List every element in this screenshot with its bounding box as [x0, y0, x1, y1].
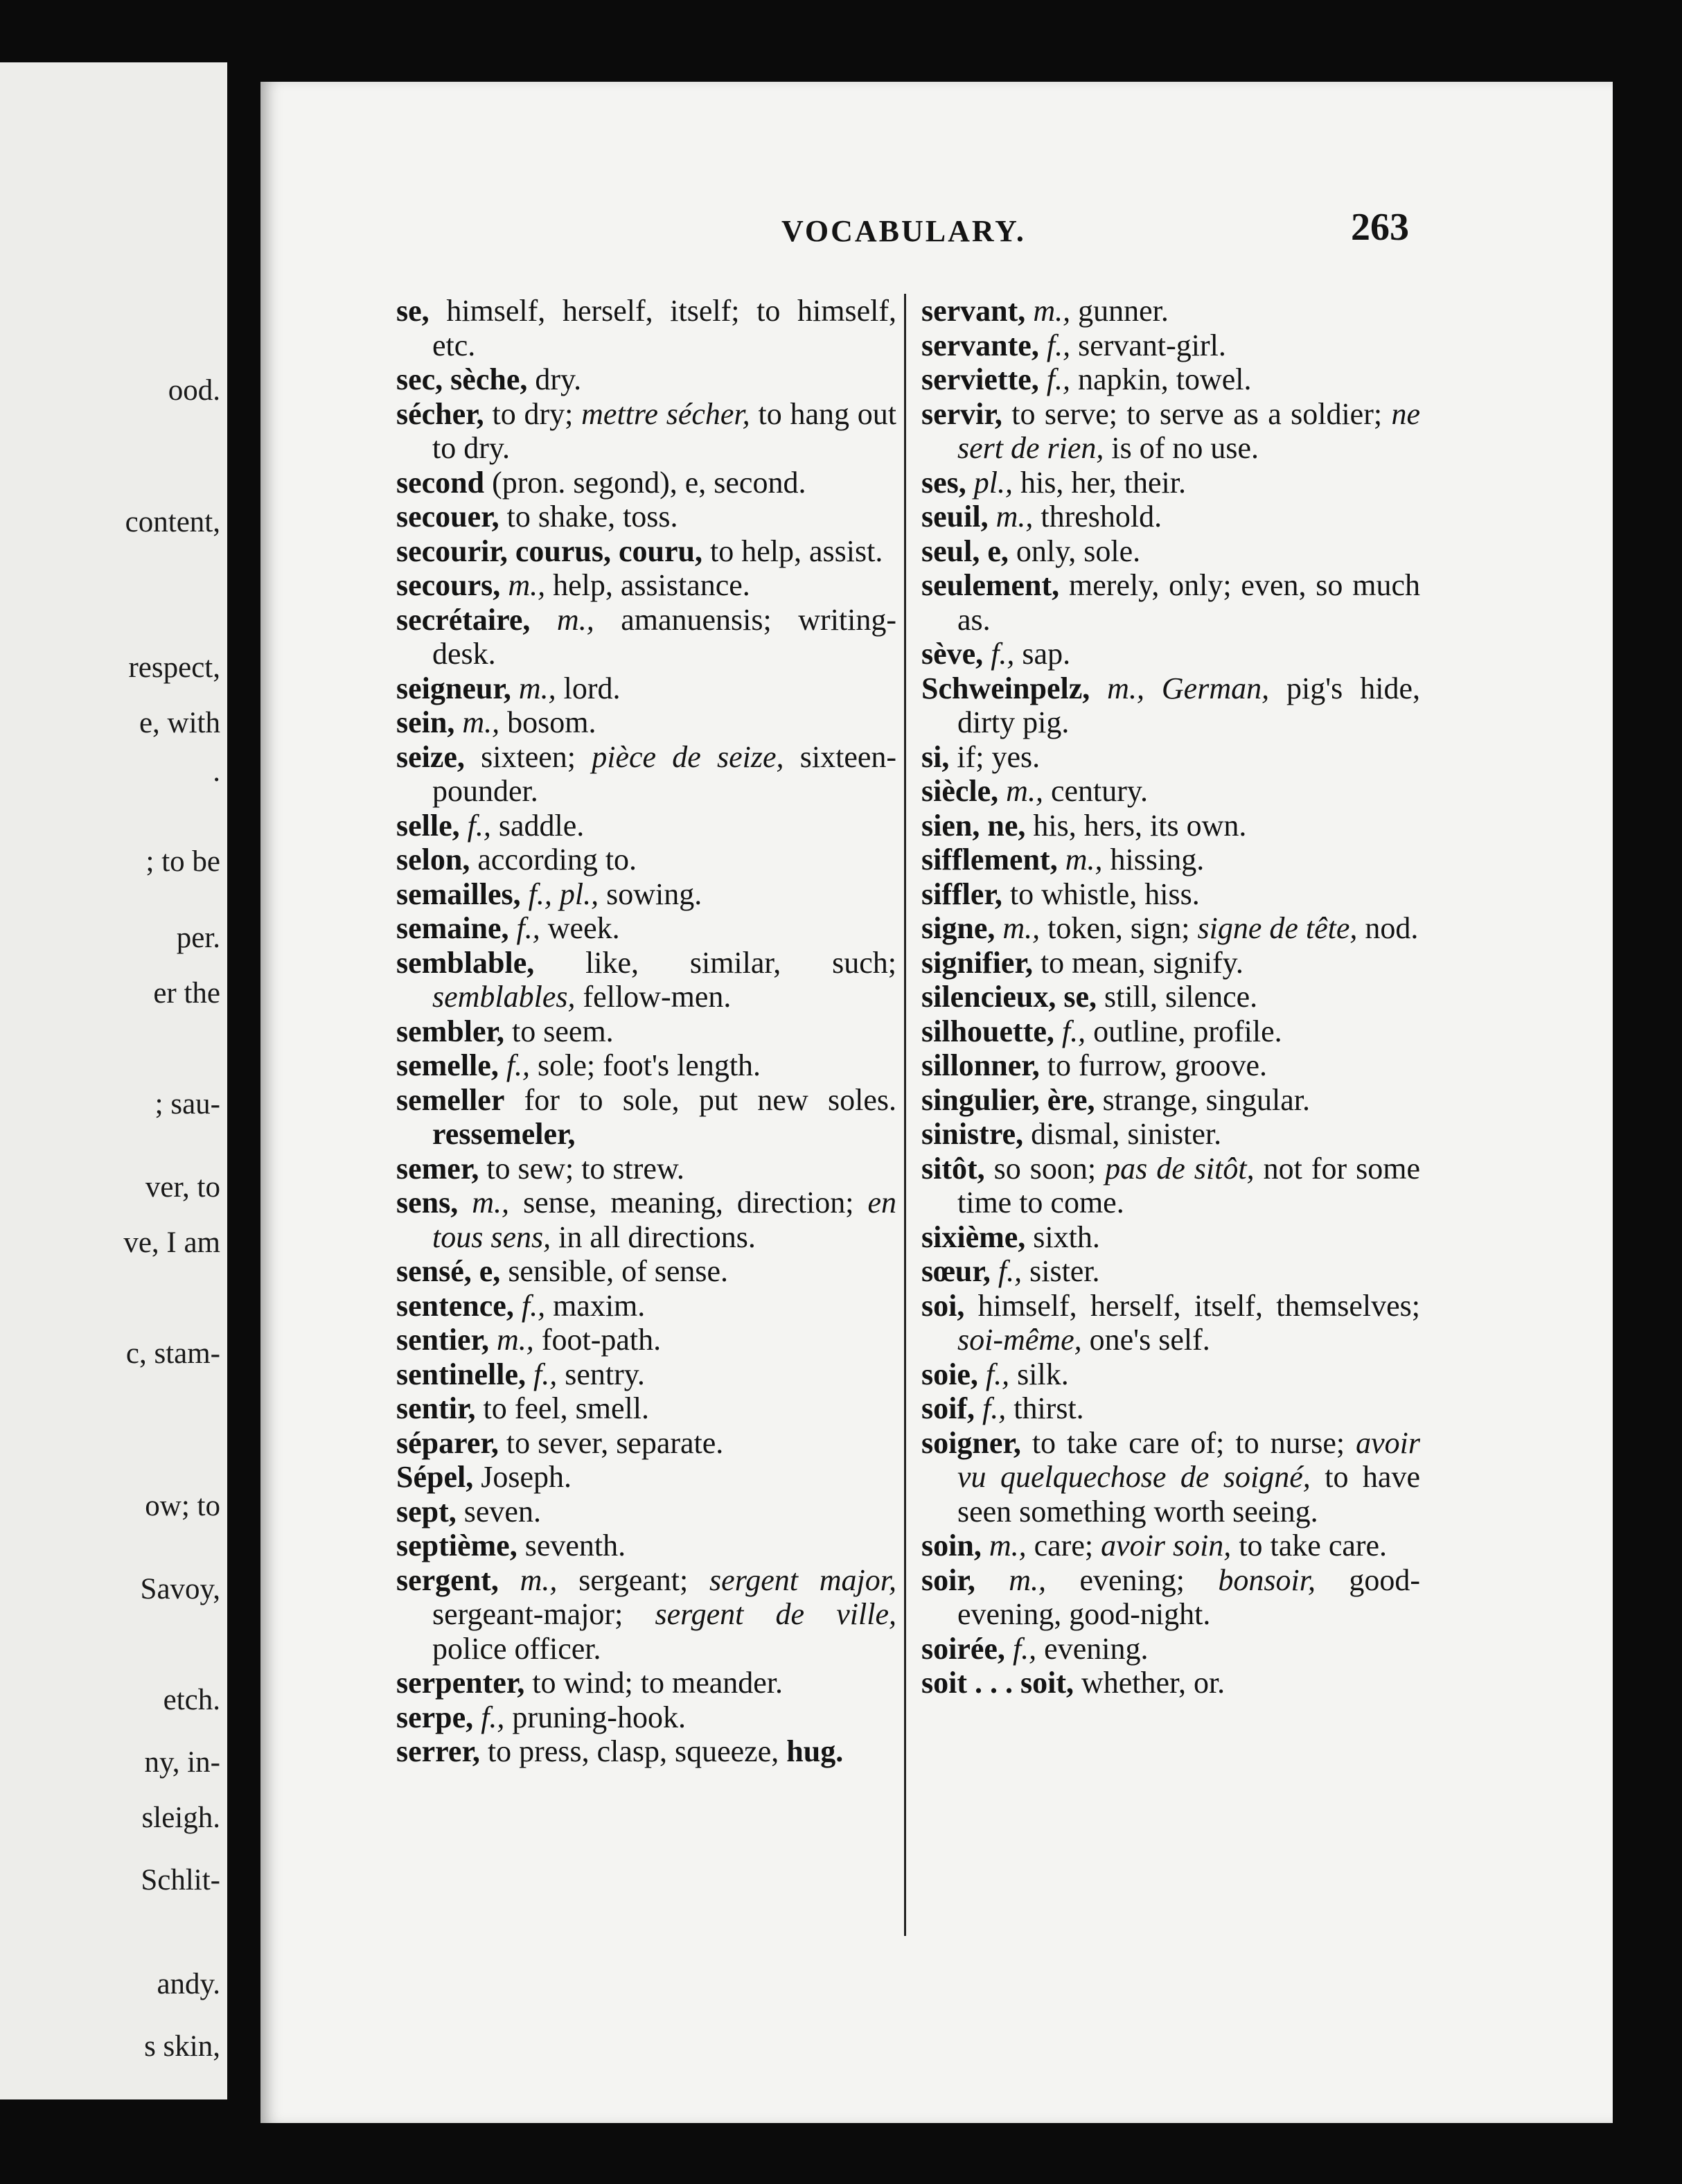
- entry-example-phrase: signe de tête,: [1197, 911, 1358, 945]
- entry-headword: seuil,: [921, 500, 989, 534]
- dictionary-entry: [396, 1152, 896, 1186]
- dictionary-entry: [921, 740, 1420, 775]
- left-page-text-fragment: ow; to: [145, 1490, 220, 1522]
- entry-grammar-label: f.,: [985, 1357, 1010, 1391]
- entry-definition: so soon;: [993, 1151, 1097, 1186]
- entry-headword: soir,: [921, 1562, 975, 1597]
- entry-definition: strange, singular.: [1102, 1082, 1310, 1117]
- entry-headword: second: [396, 465, 485, 500]
- left-column: [396, 294, 896, 1769]
- dictionary-entry: [396, 500, 896, 534]
- entry-definition: silk.: [1017, 1357, 1069, 1391]
- entry-definition: fellow-men.: [583, 980, 732, 1014]
- entry-grammar-label: m.,: [520, 1562, 558, 1597]
- dictionary-entry: [396, 809, 896, 843]
- entry-headword: hug.: [786, 1734, 844, 1768]
- entry-definition: sixth.: [1033, 1219, 1100, 1254]
- dictionary-page: [260, 82, 1613, 2123]
- dictionary-entry: [396, 843, 896, 877]
- entry-headword: semelle,: [396, 1048, 499, 1082]
- entry-headword: soin,: [921, 1529, 982, 1562]
- entry-definition: amanuensis; writing-desk.: [432, 602, 897, 671]
- entry-headword: sentir,: [396, 1391, 476, 1425]
- left-page-text-fragment: ; sau-: [154, 1088, 220, 1120]
- left-page-fragment: [0, 62, 227, 2099]
- entry-headword: silencieux, se,: [921, 980, 1097, 1014]
- left-page-text-fragment: ood.: [168, 374, 220, 407]
- entry-headword: ses,: [921, 465, 966, 500]
- entry-grammar-label: m.,: [556, 602, 594, 637]
- entry-definition: Joseph.: [481, 1460, 572, 1494]
- dictionary-entry: [921, 397, 1420, 466]
- dictionary-entry: [921, 1666, 1420, 1700]
- entry-headword: selon,: [396, 843, 470, 877]
- entry-headword: sec, sèche,: [396, 362, 528, 396]
- entry-headword: siffler,: [921, 877, 1002, 911]
- entry-grammar-label: m.,: [1002, 911, 1041, 945]
- dictionary-entry: [396, 534, 896, 569]
- entry-definition: in all directions.: [558, 1219, 756, 1254]
- entry-example-phrase: pièce de seize,: [592, 739, 784, 774]
- dictionary-entry: [396, 671, 896, 706]
- entry-definition: maxim.: [553, 1288, 646, 1323]
- dictionary-entry: [396, 568, 896, 603]
- left-page-text-fragment: ; to be: [145, 845, 220, 878]
- left-page-text-fragment: Savoy,: [140, 1573, 220, 1605]
- dictionary-entry: [921, 774, 1420, 809]
- entry-grammar-label: pl.,: [973, 465, 1013, 500]
- entry-headword: séparer,: [396, 1425, 499, 1460]
- left-page-text-fragment: .: [213, 755, 220, 788]
- entry-grammar-label: f.,: [1061, 1014, 1086, 1048]
- dictionary-entry: [396, 740, 896, 809]
- entry-definition: sense, meaning, direction;: [523, 1186, 854, 1219]
- entry-headword: sergent,: [396, 1562, 499, 1597]
- entry-definition: merely, only; even, so much as.: [957, 568, 1421, 637]
- left-page-text-fragment: er the: [153, 977, 220, 1010]
- entry-headword: sinistre,: [921, 1117, 1024, 1151]
- entry-definition: to serve; to serve as a soldier;: [1011, 396, 1383, 431]
- running-head: VOCABULARY.: [781, 214, 1026, 248]
- entry-headword: septième,: [396, 1529, 517, 1562]
- entry-example-phrase: German,: [1161, 671, 1270, 705]
- entry-headword: servante,: [921, 328, 1039, 362]
- dictionary-entry: [921, 1289, 1420, 1357]
- entry-definition: outline, profile.: [1093, 1014, 1282, 1048]
- entry-grammar-label: f., pl.,: [528, 877, 599, 911]
- entry-headword: secouer,: [396, 500, 499, 534]
- entry-grammar-label: f.,: [516, 911, 540, 945]
- left-page-text-fragment: per.: [176, 922, 220, 954]
- entry-headword: sentinelle,: [396, 1357, 526, 1391]
- entry-grammar-label: f.,: [521, 1288, 546, 1323]
- entry-headword: sécher,: [396, 396, 484, 431]
- entry-definition: thirst.: [1013, 1391, 1084, 1425]
- dictionary-entry: [921, 1117, 1420, 1152]
- left-page-text-fragment: respect,: [128, 651, 220, 684]
- dictionary-entry: [921, 328, 1420, 363]
- dictionary-entry: [396, 1426, 896, 1461]
- entry-definition: to mean, signify.: [1040, 945, 1243, 980]
- entry-definition: sixteen-pounder.: [432, 739, 897, 808]
- entry-example-phrase: ne sert de rien,: [957, 396, 1421, 465]
- dictionary-entry: [921, 568, 1420, 637]
- entry-headword: servant,: [921, 294, 1026, 328]
- entry-headword: sève,: [921, 637, 984, 671]
- entry-headword: selle,: [396, 808, 460, 843]
- entry-definition: sergeant;: [578, 1562, 689, 1597]
- entry-definition: care;: [1034, 1529, 1094, 1562]
- entry-definition: lord.: [563, 671, 621, 705]
- entry-headword: soif,: [921, 1391, 975, 1425]
- entry-definition: to shake, toss.: [506, 500, 678, 534]
- entry-definition: saddle.: [498, 808, 585, 843]
- entry-example-phrase: semblables,: [432, 980, 576, 1014]
- entry-headword: soie,: [921, 1357, 978, 1391]
- dictionary-entry: [396, 877, 896, 912]
- dictionary-entry: [396, 911, 896, 946]
- entry-headword: soi,: [921, 1288, 965, 1323]
- entry-grammar-label: f.,: [998, 1254, 1023, 1288]
- page-number: 263: [1351, 206, 1409, 249]
- dictionary-entry: [921, 362, 1420, 397]
- entry-definition: good-evening, good-night.: [957, 1562, 1421, 1631]
- entry-definition: sole; foot's length.: [538, 1048, 761, 1082]
- left-page-text-fragment: sleigh.: [141, 1802, 220, 1834]
- entry-definition: evening;: [1079, 1562, 1185, 1597]
- entry-definition: dismal, sinister.: [1031, 1117, 1222, 1151]
- left-page-text-fragment: Schlit-: [141, 1864, 220, 1896]
- entry-definition: evening.: [1044, 1631, 1149, 1666]
- dictionary-entry: [396, 1357, 896, 1392]
- dictionary-entry: [921, 671, 1420, 740]
- entry-definition: to sole, put new soles.: [579, 1082, 897, 1117]
- entry-example-phrase: soi-même,: [957, 1323, 1082, 1357]
- entry-example-phrase: avoir vu quelquechose de soigné,: [957, 1425, 1420, 1494]
- entry-headword: sept,: [396, 1494, 457, 1529]
- entry-headword: sentier,: [396, 1323, 490, 1357]
- dictionary-entry: [921, 1220, 1420, 1255]
- entry-grammar-label: m.,: [989, 1529, 1027, 1562]
- dictionary-entry: [921, 1426, 1420, 1529]
- dictionary-entry: [396, 1186, 896, 1254]
- entry-headword: siècle,: [921, 774, 999, 808]
- left-page-text-fragment: ve, I am: [123, 1226, 220, 1259]
- entry-definition: pig's hide, dirty pig.: [957, 671, 1420, 739]
- entry-headword: se,: [396, 294, 430, 328]
- entry-definition: token, sign;: [1047, 911, 1190, 945]
- entry-example-phrase: avoir soin,: [1101, 1529, 1232, 1562]
- dictionary-entry: [396, 1289, 896, 1323]
- dictionary-entry: [396, 397, 896, 466]
- entry-definition: himself, herself, itself, themselves;: [977, 1288, 1420, 1323]
- entry-definition: to furrow, groove.: [1047, 1048, 1268, 1082]
- entry-headword: ressemeler,: [432, 1117, 576, 1151]
- entry-grammar-label: m.,: [1033, 294, 1071, 328]
- dictionary-entry: [396, 603, 896, 671]
- entry-definition: to wind; to meander.: [532, 1666, 784, 1700]
- dictionary-entry: [396, 1254, 896, 1289]
- entry-definition: is of no use.: [1111, 431, 1259, 465]
- left-page-text-fragment: content,: [125, 506, 220, 538]
- entry-definition: for: [524, 1082, 560, 1117]
- entry-headword: soigner,: [921, 1425, 1021, 1460]
- entry-grammar-label: m.,: [995, 500, 1034, 534]
- entry-grammar-label: m.,: [497, 1323, 534, 1357]
- entry-headword: sembler,: [396, 1014, 505, 1048]
- entry-headword: sixième,: [921, 1219, 1026, 1254]
- entry-example-phrase: sergent major,: [709, 1562, 896, 1597]
- entry-headword: Sépel,: [396, 1460, 474, 1494]
- dictionary-entry: [396, 1048, 896, 1083]
- entry-example-phrase: en tous sens,: [432, 1186, 897, 1254]
- entry-definition: help, assistance.: [553, 568, 750, 602]
- entry-definition: napkin, towel.: [1078, 362, 1252, 396]
- entry-headword: sitôt,: [921, 1151, 985, 1186]
- entry-headword: seulement,: [921, 568, 1060, 602]
- entry-headword: singulier, ère,: [921, 1082, 1095, 1117]
- entry-definition: to have seen something worth seeing.: [957, 1460, 1420, 1529]
- entry-definition: his, hers, its own.: [1033, 808, 1247, 843]
- entry-headword: secours,: [396, 568, 501, 602]
- dictionary-entry: [396, 1014, 896, 1049]
- dictionary-entry: [921, 980, 1420, 1014]
- entry-definition: to take care of; to nurse;: [1032, 1425, 1345, 1460]
- entry-grammar-label: f.,: [991, 637, 1015, 671]
- dictionary-entry: [396, 1700, 896, 1735]
- entry-definition: one's self.: [1089, 1323, 1210, 1357]
- entry-definition: still, silence.: [1104, 980, 1258, 1014]
- right-column: [921, 294, 1420, 1700]
- entry-definition: sergeant-major;: [432, 1597, 623, 1631]
- entry-grammar-label: m.,: [518, 671, 556, 705]
- dictionary-entry: [396, 1460, 896, 1495]
- entry-headword: Schweinpelz,: [921, 671, 1090, 705]
- dictionary-entry: [396, 946, 896, 1014]
- column-divider: [904, 294, 906, 1936]
- entry-definition: sentry.: [565, 1357, 645, 1391]
- entry-definition: foot-path.: [541, 1323, 662, 1357]
- entry-definition: to help, assist.: [710, 534, 883, 568]
- entry-headword: sentence,: [396, 1288, 514, 1323]
- entry-headword: serpe,: [396, 1700, 474, 1734]
- entry-definition: gunner.: [1078, 294, 1169, 328]
- entry-grammar-label: m.,: [1006, 774, 1043, 808]
- entry-definition: nod.: [1365, 911, 1419, 945]
- entry-grammar-label: f.,: [533, 1357, 558, 1391]
- entry-definition: his, her, their.: [1020, 465, 1186, 500]
- entry-headword: serviette,: [921, 362, 1039, 396]
- dictionary-entry: [921, 843, 1420, 877]
- entry-definition: according to.: [477, 843, 637, 877]
- entry-grammar-label: f.,: [1046, 328, 1071, 362]
- entry-definition: to seem.: [512, 1014, 614, 1048]
- entry-headword: serpenter,: [396, 1666, 525, 1700]
- entry-headword: semblable,: [396, 945, 535, 980]
- entry-headword: semer,: [396, 1151, 479, 1186]
- entry-definition: whether, or.: [1081, 1666, 1225, 1700]
- entry-headword: seize,: [396, 739, 465, 774]
- entry-example-phrase: pas de sitôt,: [1105, 1151, 1255, 1186]
- entry-headword: seigneur,: [396, 671, 511, 705]
- left-page-text-fragment: e, with: [139, 707, 220, 739]
- dictionary-entry: [921, 877, 1420, 912]
- entry-definition: sowing.: [606, 877, 702, 911]
- dictionary-entry: [921, 1563, 1420, 1632]
- entry-definition: only, sole.: [1016, 534, 1141, 568]
- entry-definition: to dry;: [492, 396, 574, 431]
- entry-definition: sister.: [1029, 1254, 1100, 1288]
- entry-grammar-label: f.,: [1046, 362, 1071, 396]
- left-page-text-fragment: c, stam-: [125, 1337, 220, 1370]
- dictionary-entry: [921, 1152, 1420, 1220]
- entry-definition: if; yes.: [957, 739, 1041, 774]
- entry-headword: serrer,: [396, 1734, 480, 1768]
- entry-headword: sens,: [396, 1186, 459, 1219]
- entry-definition: (pron. segond), e, second.: [492, 465, 806, 500]
- entry-definition: servant-girl.: [1078, 328, 1226, 362]
- entry-headword: sien, ne,: [921, 808, 1026, 843]
- entry-grammar-label: m.,: [472, 1186, 510, 1219]
- dictionary-entry: [396, 1083, 896, 1152]
- entry-grammar-label: m.,: [508, 568, 546, 602]
- entry-grammar-label: m.,: [1009, 1562, 1047, 1597]
- entry-definition: like, similar, such;: [585, 945, 897, 980]
- entry-definition: threshold.: [1041, 500, 1162, 534]
- left-page-text-fragment: s skin,: [144, 2030, 220, 2063]
- entry-definition: to take care.: [1239, 1529, 1388, 1562]
- entry-example-phrase: sergent de ville,: [655, 1597, 896, 1631]
- dictionary-entry: [396, 705, 896, 740]
- entry-headword: soirée,: [921, 1631, 1005, 1666]
- entry-definition: seventh.: [524, 1529, 626, 1562]
- entry-definition: sixteen;: [481, 739, 576, 774]
- left-page-text-fragment: ver, to: [145, 1171, 220, 1204]
- entry-headword: secrétaire,: [396, 602, 531, 637]
- entry-headword: semeller: [396, 1082, 505, 1117]
- entry-headword: seul, e,: [921, 534, 1009, 568]
- entry-definition: to hang out to dry.: [432, 396, 897, 465]
- dictionary-entry: [921, 809, 1420, 843]
- entry-headword: semailles,: [396, 877, 521, 911]
- entry-definition: hissing.: [1110, 843, 1205, 877]
- dictionary-entry: [396, 1563, 896, 1666]
- dictionary-entry: [921, 534, 1420, 569]
- entry-example-phrase: mettre sécher,: [581, 396, 750, 431]
- entry-headword: servir,: [921, 396, 1002, 431]
- dictionary-entry: [921, 1083, 1420, 1118]
- dictionary-entry: [921, 1048, 1420, 1083]
- entry-headword: soit . . . soit,: [921, 1666, 1074, 1700]
- entry-definition: bosom.: [507, 705, 596, 739]
- entry-definition: week.: [547, 911, 620, 945]
- entry-headword: signifier,: [921, 945, 1033, 980]
- dictionary-entry: [396, 294, 896, 362]
- dictionary-entry: [921, 466, 1420, 500]
- entry-grammar-label: m.,: [1107, 671, 1144, 705]
- dictionary-entry: [921, 1632, 1420, 1666]
- entry-headword: sillonner,: [921, 1048, 1040, 1082]
- dictionary-entry: [396, 1666, 896, 1700]
- entry-headword: secourir, courus, couru,: [396, 534, 703, 568]
- entry-definition: not for some time to come.: [957, 1151, 1420, 1219]
- left-page-text-fragment: ny, in-: [144, 1746, 220, 1779]
- entry-headword: sein,: [396, 705, 455, 739]
- dictionary-entry: [396, 1323, 896, 1357]
- dictionary-entry: [921, 1254, 1420, 1289]
- entry-headword: silhouette,: [921, 1014, 1054, 1048]
- entry-definition: pruning-hook.: [512, 1700, 686, 1734]
- entry-definition: to press, clasp, squeeze,: [487, 1734, 779, 1768]
- dictionary-entry: [921, 500, 1420, 534]
- entry-definition: to sever, separate.: [506, 1425, 724, 1460]
- entry-definition: police officer.: [432, 1631, 601, 1666]
- entry-definition: to feel, smell.: [483, 1391, 649, 1425]
- entry-definition: sap.: [1022, 637, 1071, 671]
- dictionary-entry: [921, 294, 1420, 328]
- entry-definition: to whistle, hiss.: [1009, 877, 1200, 911]
- page-header: [260, 205, 1613, 261]
- dictionary-entry: [921, 1014, 1420, 1049]
- entry-grammar-label: m.,: [462, 705, 500, 739]
- dictionary-entry: [921, 911, 1420, 946]
- dictionary-entry: [396, 1495, 896, 1529]
- entry-headword: si,: [921, 739, 950, 774]
- entry-grammar-label: f.,: [506, 1048, 531, 1082]
- dictionary-entry: [396, 1529, 896, 1563]
- entry-definition: sensible, of sense.: [508, 1254, 729, 1288]
- entry-definition: to sew; to strew.: [486, 1151, 684, 1186]
- dictionary-entry: [396, 1734, 896, 1769]
- entry-headword: sifflement,: [921, 843, 1058, 877]
- dictionary-entry: [396, 466, 896, 500]
- entry-grammar-label: f.,: [467, 808, 491, 843]
- dictionary-entry: [921, 1529, 1420, 1563]
- entry-grammar-label: m.,: [1065, 843, 1103, 877]
- dictionary-entry: [921, 1357, 1420, 1392]
- dictionary-entry: [921, 1391, 1420, 1426]
- dictionary-entry: [921, 637, 1420, 671]
- entry-definition: himself, herself, itself; to himself, etc.: [432, 294, 896, 362]
- left-page-text-fragment: etch.: [163, 1684, 220, 1716]
- entry-grammar-label: f.,: [982, 1391, 1007, 1425]
- entry-definition: dry.: [535, 362, 582, 396]
- entry-headword: signe,: [921, 911, 995, 945]
- entry-definition: seven.: [463, 1494, 541, 1529]
- entry-definition: century.: [1050, 774, 1149, 808]
- entry-headword: sensé, e,: [396, 1254, 501, 1288]
- dictionary-entry: [396, 1391, 896, 1426]
- entry-grammar-label: f.,: [481, 1700, 505, 1734]
- entry-example-phrase: bonsoir,: [1218, 1562, 1316, 1597]
- entry-headword: semaine,: [396, 911, 509, 945]
- entry-grammar-label: f.,: [1012, 1631, 1037, 1666]
- dictionary-entry: [396, 362, 896, 397]
- entry-headword: sœur,: [921, 1254, 991, 1288]
- dictionary-entry: [921, 946, 1420, 980]
- left-page-text-fragment: andy.: [157, 1968, 220, 2000]
